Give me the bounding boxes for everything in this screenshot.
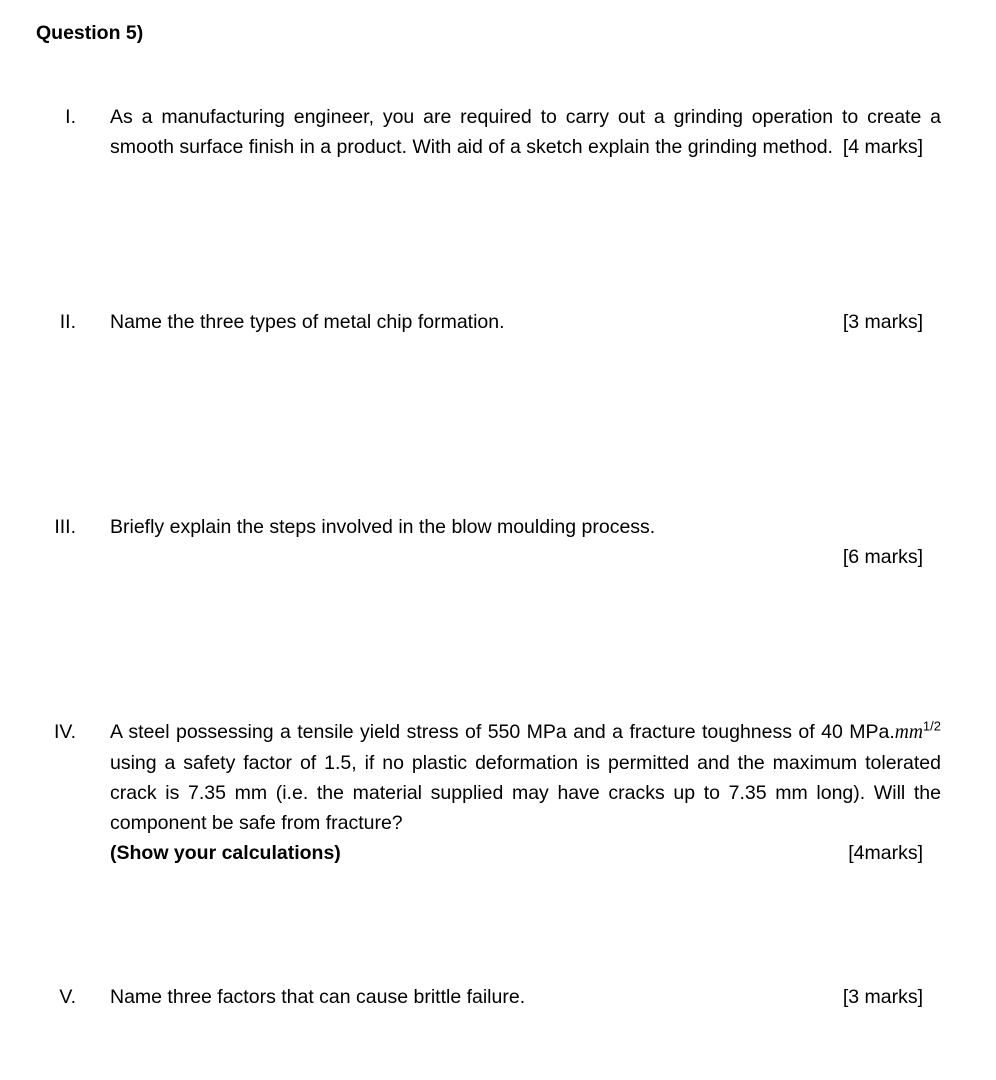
item-marks: [3 marks] bbox=[842, 311, 923, 333]
item-marks: [4marks] bbox=[848, 842, 923, 864]
item-text: Name the three types of metal chip formation. bbox=[110, 311, 505, 333]
item-text-block bbox=[110, 307, 941, 337]
item-text-block bbox=[110, 512, 941, 572]
item-numeral: II. bbox=[59, 311, 76, 333]
item-text: As a manufacturing engineer, you are required to carry out a grinding operation to create a smooth surface finish in a product. With aid of a sketch explain the grinding method. bbox=[110, 106, 941, 158]
item-text-end: using a safety factor of 1.5, if no plastic deformation is permitted and the maximum tolerated crack is 7.35 mm (i.e. the material supplied may have cracks up to 7.35 mm long). Will the component be safe from fracture? bbox=[110, 752, 941, 834]
item-marks: [4 marks] bbox=[842, 136, 923, 158]
question-item-2 bbox=[36, 307, 941, 337]
item-text: Briefly explain the steps involved in the blow moulding process. bbox=[110, 516, 656, 538]
item-numeral: III. bbox=[54, 516, 76, 538]
formula-superscript: 1/2 bbox=[922, 718, 941, 734]
item-text bbox=[110, 717, 941, 838]
item-text-start: A steel possessing a tensile yield stress of 550 MPa and a fracture toughness of 40 MPa. bbox=[110, 721, 895, 743]
question-item-5 bbox=[36, 982, 941, 1012]
item-numeral: V. bbox=[59, 986, 76, 1008]
item-numeral: I. bbox=[65, 106, 76, 128]
formula-base: mm bbox=[894, 722, 923, 743]
question-title: Question 5) bbox=[36, 22, 144, 44]
item-text-block bbox=[110, 102, 941, 162]
item-marks: [3 marks] bbox=[842, 986, 923, 1008]
question-item-3 bbox=[36, 512, 941, 572]
item-marks: [6 marks] bbox=[842, 546, 923, 568]
item-numeral: IV. bbox=[53, 721, 76, 743]
item-text: Name three factors that can cause brittle failure. bbox=[110, 986, 526, 1008]
question-item-1 bbox=[36, 102, 941, 162]
item-text-block bbox=[110, 717, 941, 868]
question-item-4 bbox=[36, 717, 941, 868]
item-bold-note: (Show your calculations) bbox=[110, 842, 341, 864]
item-text-block bbox=[110, 982, 941, 1012]
